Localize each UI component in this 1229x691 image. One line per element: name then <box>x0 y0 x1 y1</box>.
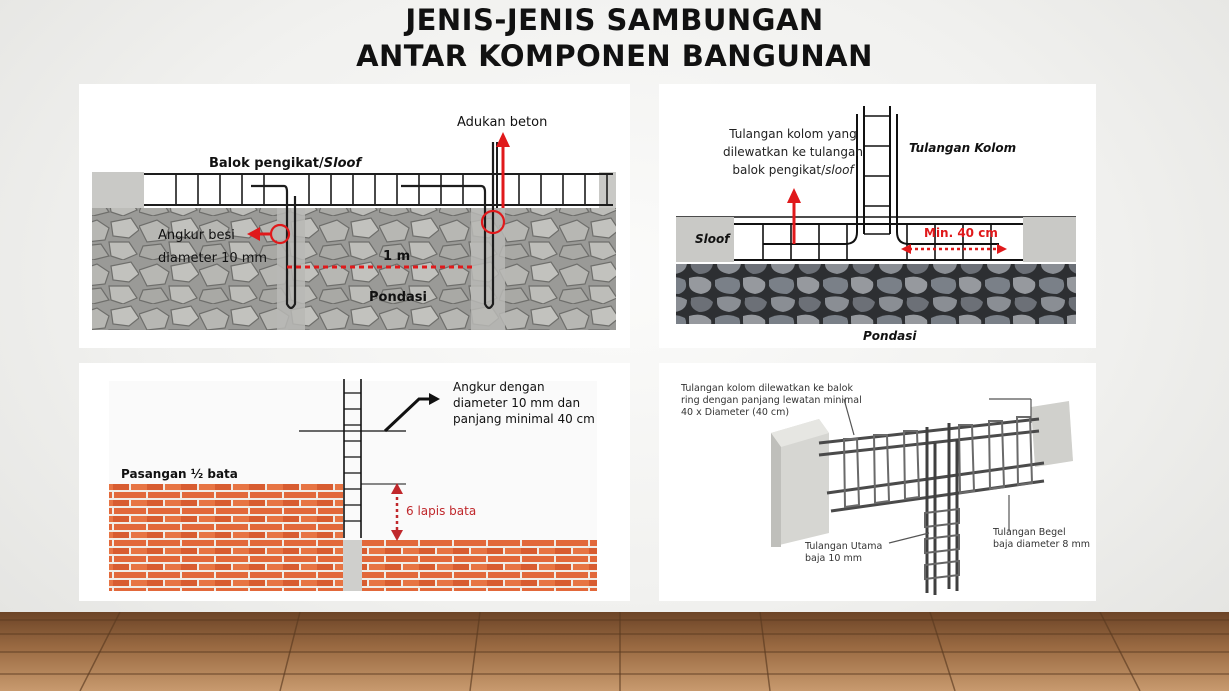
tulangan-label-2: dilewatkan ke tulangan <box>723 145 863 159</box>
title-line-2: ANTAR KOMPONEN BANGUNAN <box>356 39 873 73</box>
sloof-label: Balok pengikat/ <box>209 156 324 171</box>
begel-label-1: Tulangan Begel <box>993 527 1066 538</box>
sloof-label: Sloof <box>695 232 730 246</box>
panel-kolom-balok <box>659 363 1096 601</box>
angkur-label-2: diameter 10 mm dan <box>453 396 581 410</box>
angkur-label-1: Angkur besi <box>158 228 235 243</box>
kolom-label: Tulangan Kolom <box>909 141 1017 155</box>
utama-label-2: baja 10 mm <box>805 553 862 564</box>
lapis-bata-label: 6 lapis bata <box>406 504 477 518</box>
adukan-beton-label: Adukan beton <box>457 115 548 130</box>
svg-text:balok pengikat/sloof <box>732 163 855 177</box>
begel-label-2: baja diameter 8 mm <box>993 539 1090 550</box>
top-label-2: ring dengan panjang lewatan minimal <box>681 395 862 406</box>
panel-bata-kolom-figure <box>79 363 630 601</box>
panel-kolom-sloof <box>659 84 1096 348</box>
pondasi-label: Pondasi <box>863 329 917 343</box>
min-40-label: Min. 40 cm <box>924 226 998 240</box>
panel-kolom-balok-figure <box>659 363 1096 601</box>
angkur-label-2: diameter 10 mm <box>158 251 268 266</box>
distance-label: 1 m <box>383 249 411 264</box>
top-label-1: Tulangan kolom dilewatkan ke balok <box>681 383 853 394</box>
pondasi-label: Pondasi <box>369 290 427 305</box>
pasangan-bata-label: Pasangan ½ bata <box>121 467 238 481</box>
angkur-label-3: panjang minimal 40 cm <box>453 412 595 426</box>
sloof-label-italic: Sloof <box>323 156 362 171</box>
title-line-1: JENIS-JENIS SAMBUNGAN <box>405 3 824 37</box>
tulangan-label-1: Tulangan kolom yang <box>729 127 857 141</box>
wooden-floor <box>0 612 1229 691</box>
angkur-label-1: Angkur dengan <box>453 380 545 394</box>
tulangan-label-3-italic: sloof <box>825 163 854 177</box>
top-label-3: 40 x Diameter (40 cm) <box>681 407 790 418</box>
utama-label-1: Tulangan Utama <box>805 541 883 552</box>
panel-sloof-pondasi <box>79 84 630 348</box>
tulangan-label-3: balok pengikat/ <box>732 163 826 177</box>
svg-text:Balok pengikat/Sloof <box>209 156 363 171</box>
panel-kolom-sloof-figure <box>659 84 1096 348</box>
panel-bata-kolom <box>79 363 630 601</box>
panel-sloof-pondasi-figure <box>79 84 630 348</box>
